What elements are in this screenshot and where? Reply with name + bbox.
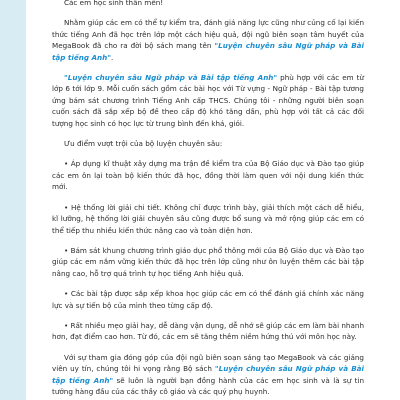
advantage-item <box>52 202 364 236</box>
intro-end: . <box>111 52 114 62</box>
closing-text-end: sẽ luôn là người bạn đồng hành của các em học sinh và là sự tin tưởng hàng đầu của các thầy cô giáo và các quý phụ huynh. <box>52 375 365 396</box>
advantages-heading-text: Ưu điểm vượt trội của bộ luyện chuyên sâu: <box>64 139 223 149</box>
advantage-item-text: • Các bài tập được sắp xếp khoa học giúp các em có thể đánh giá chính xác năng lực và sự tiến bộ của mình theo từng cấp độ. <box>52 289 364 310</box>
advantage-item-text: • Hệ thống lời giải chi tiết. Không chỉ được trình bày, giải thích một cách dễ hiểu, kĩ lưỡng, hệ thống lời giải chuyên sâu cũng được bổ sung và mở rộng giúp các em có thể tiếp thu nhiều kiến thức nâng cao và toàn diện hơn. <box>52 202 364 235</box>
scope-paragraph <box>52 72 364 129</box>
scope-text: phù hợp với các em từ lớp 6 tới lớp 9. Mỗi cuốn sách gồm các bài học với Từ vựng - Ngữ pháp - Bài tập tương ứng bám sát chương trình Tiếng Anh cấp THCS. Chúng tôi - những người biên soạn cuốn sách đã sắp xếp bộ đề theo cấp độ khó tăng dần, phù hợp với tất cả các đối tượng học sinh có học lực từ trung bình đến khá, giỏi. <box>52 73 364 128</box>
advantages-heading <box>52 138 364 149</box>
book-title-highlight: "Luyện chuyên sâu Ngữ pháp và Bài tập tiếng Anh" <box>64 73 278 83</box>
book-title-highlight: "Luyện chuyên sâu Ngữ pháp và Bài tập tiếng Anh" <box>52 41 364 62</box>
closing-paragraph <box>52 352 364 398</box>
advantage-item-text: • Bám sát khung chương trình giáo dục phổ thông mới của Bộ Giáo dục và Đào tạo giúp các em nắm vững kiến thức đã học trên lớp cũng như ôn luyện thêm các bài tập nâng cao, hỗ trợ quá trình tự học tiếng Anh hiệu quả. <box>52 245 364 278</box>
advantage-item <box>52 245 364 279</box>
advantage-item <box>52 288 364 311</box>
advantage-item <box>52 158 364 192</box>
advantage-item <box>52 320 364 343</box>
greeting-paragraph <box>52 0 364 8</box>
advantage-item-text: • Áp dụng kĩ thuật xây dựng ma trận đề kiểm tra của Bộ Giáo dục và Đào tạo giúp các em ôn lại toàn bộ kiến thức đã học, đồng thời làm quen với nội dung kiến thức mới. <box>52 159 364 192</box>
left-margin-band <box>0 0 26 400</box>
preface-text <box>52 0 364 400</box>
intro-text: Nhằm giúp các em có thể tự kiểm tra, đánh giá năng lực cũng như củng cố lại kiến thức tiếng Anh đã học trên lớp một cách hiệu quả, đội ngũ biên soạn tâm huyết của MegaBook đã cho ra đời bộ sách mang tên <box>52 18 364 51</box>
book-title-highlight: "Luyện chuyên sâu Ngữ pháp và Bài tập tiếng Anh" <box>52 364 364 385</box>
greeting-text: Các em học sinh thân mến! <box>64 0 164 7</box>
advantage-item-text: • Rất nhiều mẹo giải hay, dễ dàng vận dụng, dễ nhớ sẽ giúp các em làm bài nhanh hơn, đạt điểm cao hơn. Từ đó, các em sẽ tăng thêm niềm hứng thú với môn học này. <box>52 320 364 342</box>
intro-paragraph <box>52 17 364 63</box>
closing-text: Với sự tham gia đóng góp của đội ngũ biên soạn sáng tạo MegaBook và các giảng viên uy tín, chúng tôi hi vọng rằng Bộ sách <box>52 352 364 374</box>
